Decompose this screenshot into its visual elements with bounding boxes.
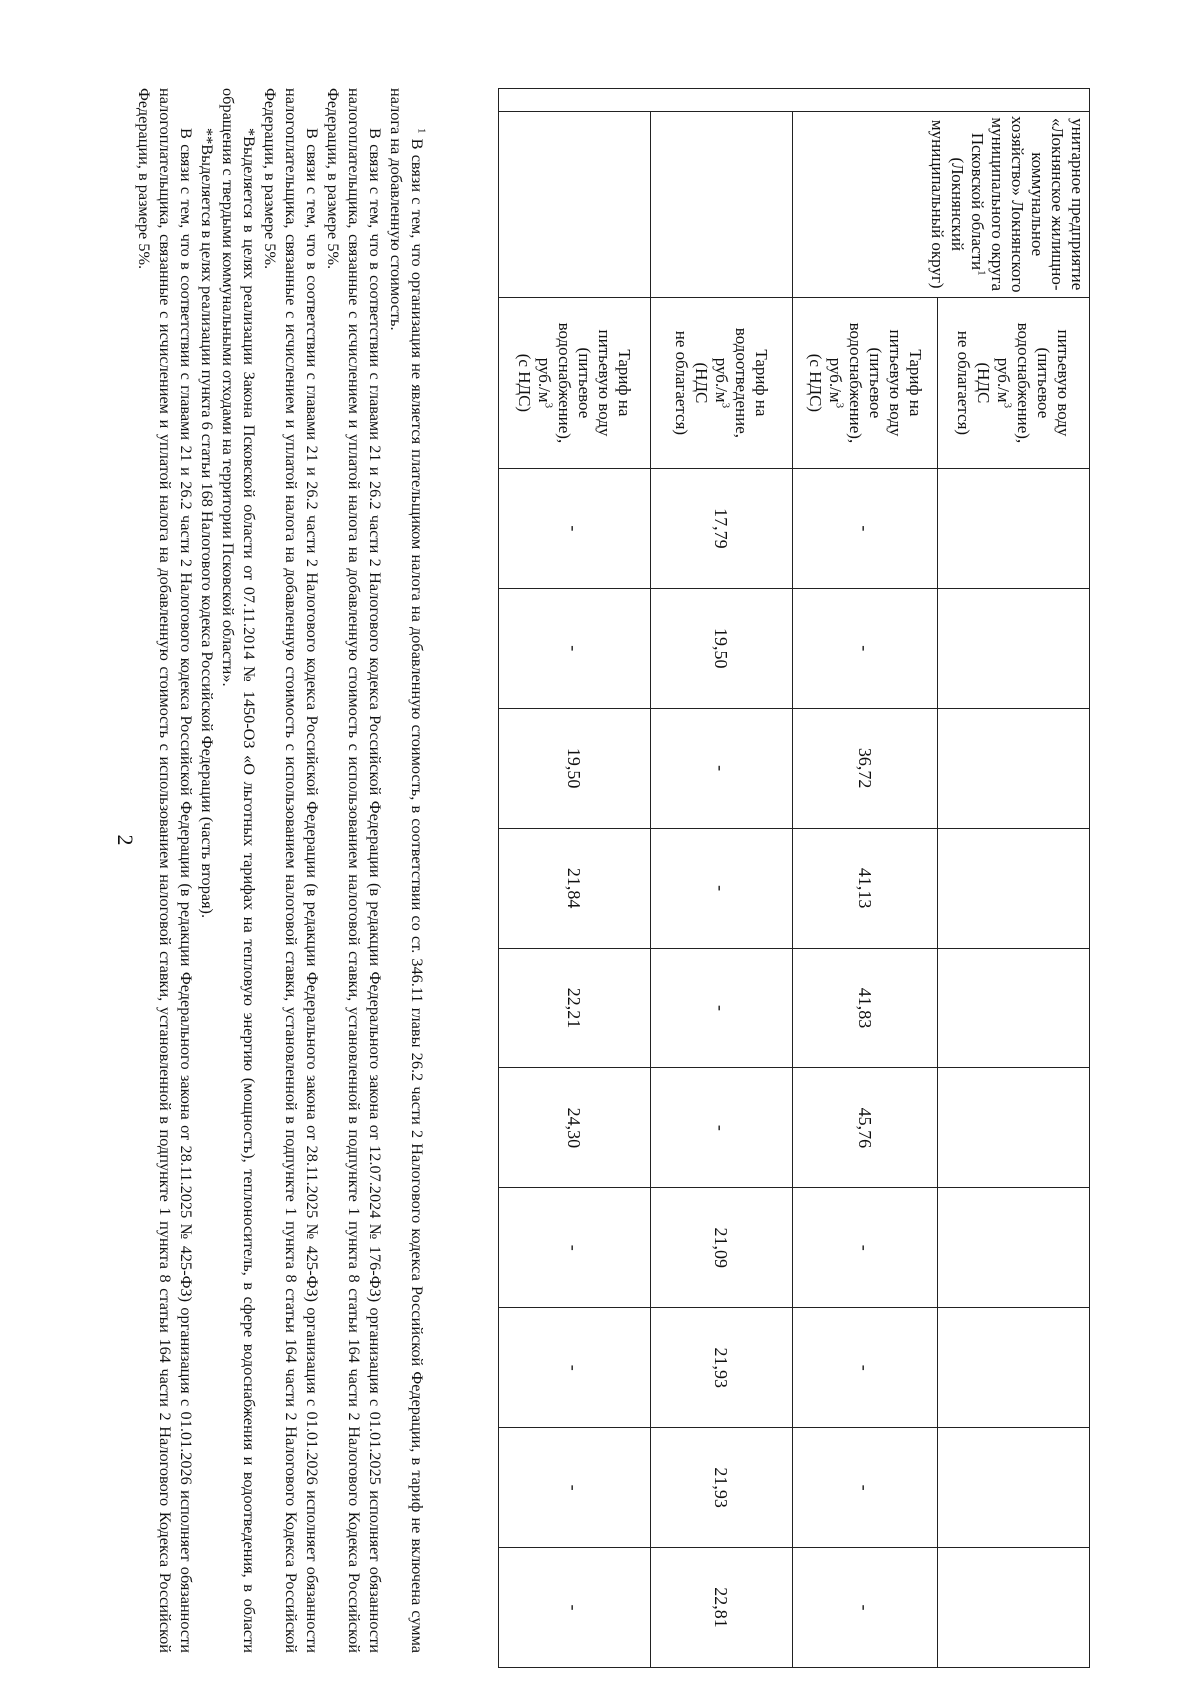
value-cell: -	[499, 1308, 651, 1428]
footnote-paragraph: В связи с тем, что в соответствии с главами 21 и 26.2 части 2 Налогового кодекса Российской Федерации (в редакции Федерального закона от 28.11.2025 № 425-ФЗ) организация с 01.01.2026 исполняет обязанности налогоплательщика, связанные с исчислением и уплатой налога на добавленную стоимость с использованием налоговой ставки, установленной в подпункте 1 пункта 8 статьи 164 части 2 Налогового Кодекса Российской Федерации, в размере 5%.	[135, 88, 196, 1653]
table-row	[499, 89, 651, 1668]
footnotes	[134, 88, 428, 1653]
organization-district: (Локнянский муниципальный округ)	[928, 119, 967, 289]
value-cell: 45,76	[793, 1068, 938, 1188]
value-cell: -	[651, 1068, 793, 1188]
organization-footnote-marker: 1	[975, 270, 988, 276]
value-cell: -	[793, 1188, 938, 1308]
footnote-paragraph: В связи с тем, что в соответствии с главами 21 и 26.2 части 2 Налогового кодекса Российской Федерации (в редакции Федерального закона от 28.11.2025 № 425-ФЗ) организация с 01.01.2026 исполняет обязанности налогоплательщика, связанные с исчислением и уплатой налога на добавленную стоимость с использованием налоговой ставки, установленной в подпункте 1 пункта 8 статьи 164 части 2 Налогового Кодекса Российской Федерации, в размере 5%.	[261, 88, 322, 1653]
value-cell: 17,79	[651, 468, 793, 588]
value-cell	[938, 1188, 1090, 1308]
value-cell: -	[793, 1548, 938, 1668]
table-row	[651, 89, 793, 1668]
value-cell: -	[651, 828, 793, 948]
tariff-table	[498, 88, 1090, 1668]
value-cell	[938, 588, 1090, 708]
value-cell: -	[499, 588, 651, 708]
tariff-type-cell: Тариф на питьевую воду (питьевое водоснабжение), $руб./м^3$ (с НДС)	[793, 297, 938, 468]
value-cell: 36,72	[793, 708, 938, 828]
value-cell: -	[793, 1308, 938, 1428]
footnote-paragraph: В связи с тем, что в соответствии с главами 21 и 26.2 части 2 Налогового кодекса Российской Федерации (в редакции Федерального закона от 12.07.2024 № 176-ФЗ) организация с 01.01.2025 исполняет обязанности налогоплательщика, связанные с исчислением и уплатой налога на добавленную стоимость с использованием налоговой ставки, установленной в подпункте 1 пункта 8 статьи 164 части 2 Налогового Кодекса Российской Федерации, в размере 5%.	[324, 88, 385, 1653]
value-cell: 41,13	[793, 828, 938, 948]
tariff-type-cell: Тариф на водоотведение, $руб./м^3$ (НДС не облагается)	[651, 297, 793, 468]
value-cell	[938, 468, 1090, 588]
value-cell: 21,93	[651, 1308, 793, 1428]
value-cell: 22,81	[651, 1548, 793, 1668]
organization-name: унитарное предприятие «Локнянское жилищно-коммунальное хозяйство» Локнянского муниципального округа Псковской области	[968, 115, 1087, 293]
organization-cell-empty	[499, 111, 651, 297]
value-cell	[938, 1068, 1090, 1188]
value-cell	[938, 1308, 1090, 1428]
value-cell: -	[651, 708, 793, 828]
value-cell: -	[499, 1188, 651, 1308]
tariff-type-cell: питьевую воду (питьевое водоснабжение), $руб./м^3$ (НДС не облагается)	[938, 297, 1090, 468]
value-cell: 21,09	[651, 1188, 793, 1308]
value-cell: -	[793, 468, 938, 588]
table-row	[938, 89, 1090, 1668]
value-cell	[938, 948, 1090, 1068]
value-cell: 24,30	[499, 1068, 651, 1188]
value-cell: 41,83	[793, 948, 938, 1068]
organization-cell	[793, 111, 1090, 297]
value-cell	[938, 828, 1090, 948]
table-row	[793, 89, 938, 1668]
landscape-content	[135, 88, 1090, 1668]
organization-cell-empty	[651, 111, 793, 297]
value-cell: 21,84	[499, 828, 651, 948]
value-cell: -	[499, 1428, 651, 1548]
value-cell: -	[793, 1428, 938, 1548]
footnote-paragraph: **Выделяется в целях реализации пункта 6 статьи 168 Налогового кодекса Российской Федерации (часть вторая).	[198, 128, 217, 919]
value-cell: 19,50	[499, 708, 651, 828]
value-cell	[938, 708, 1090, 828]
footnote-1: $^1$ В связи с тем, что организация не является плательщиком налога на добавленную стоимость, в соответствии со ст. 346.11 главы 26.2 части 2 Налогового кодекса Российской Федерации, в тариф не включена сумма налога на добавленную стоимость.	[387, 88, 428, 1653]
value-cell: -	[793, 588, 938, 708]
index-column-cell	[499, 89, 1090, 112]
value-cell: -	[499, 468, 651, 588]
value-cell	[938, 1428, 1090, 1548]
value-cell: -	[499, 1548, 651, 1668]
value-cell: 19,50	[651, 588, 793, 708]
value-cell: 21,93	[651, 1428, 793, 1548]
value-cell: 22,21	[499, 948, 651, 1068]
tariff-type-cell: Тариф на питьевую воду (питьевое водоснабжение), $руб./м^3$ (с НДС)	[499, 297, 651, 468]
footnote-paragraph: *Выделяется в целях реализации Закона Псковской области от 07.11.2014 № 1450-ОЗ «О льготных тарифах на тепловую энергию (мощность), теплоноситель, в сфере водоснабжения и водоотведения, в области обращения с твердыми коммунальными отходами на территории Псковской области».	[219, 88, 259, 1653]
value-cell: -	[651, 948, 793, 1068]
page-number: 2	[113, 834, 138, 846]
value-cell	[938, 1548, 1090, 1668]
